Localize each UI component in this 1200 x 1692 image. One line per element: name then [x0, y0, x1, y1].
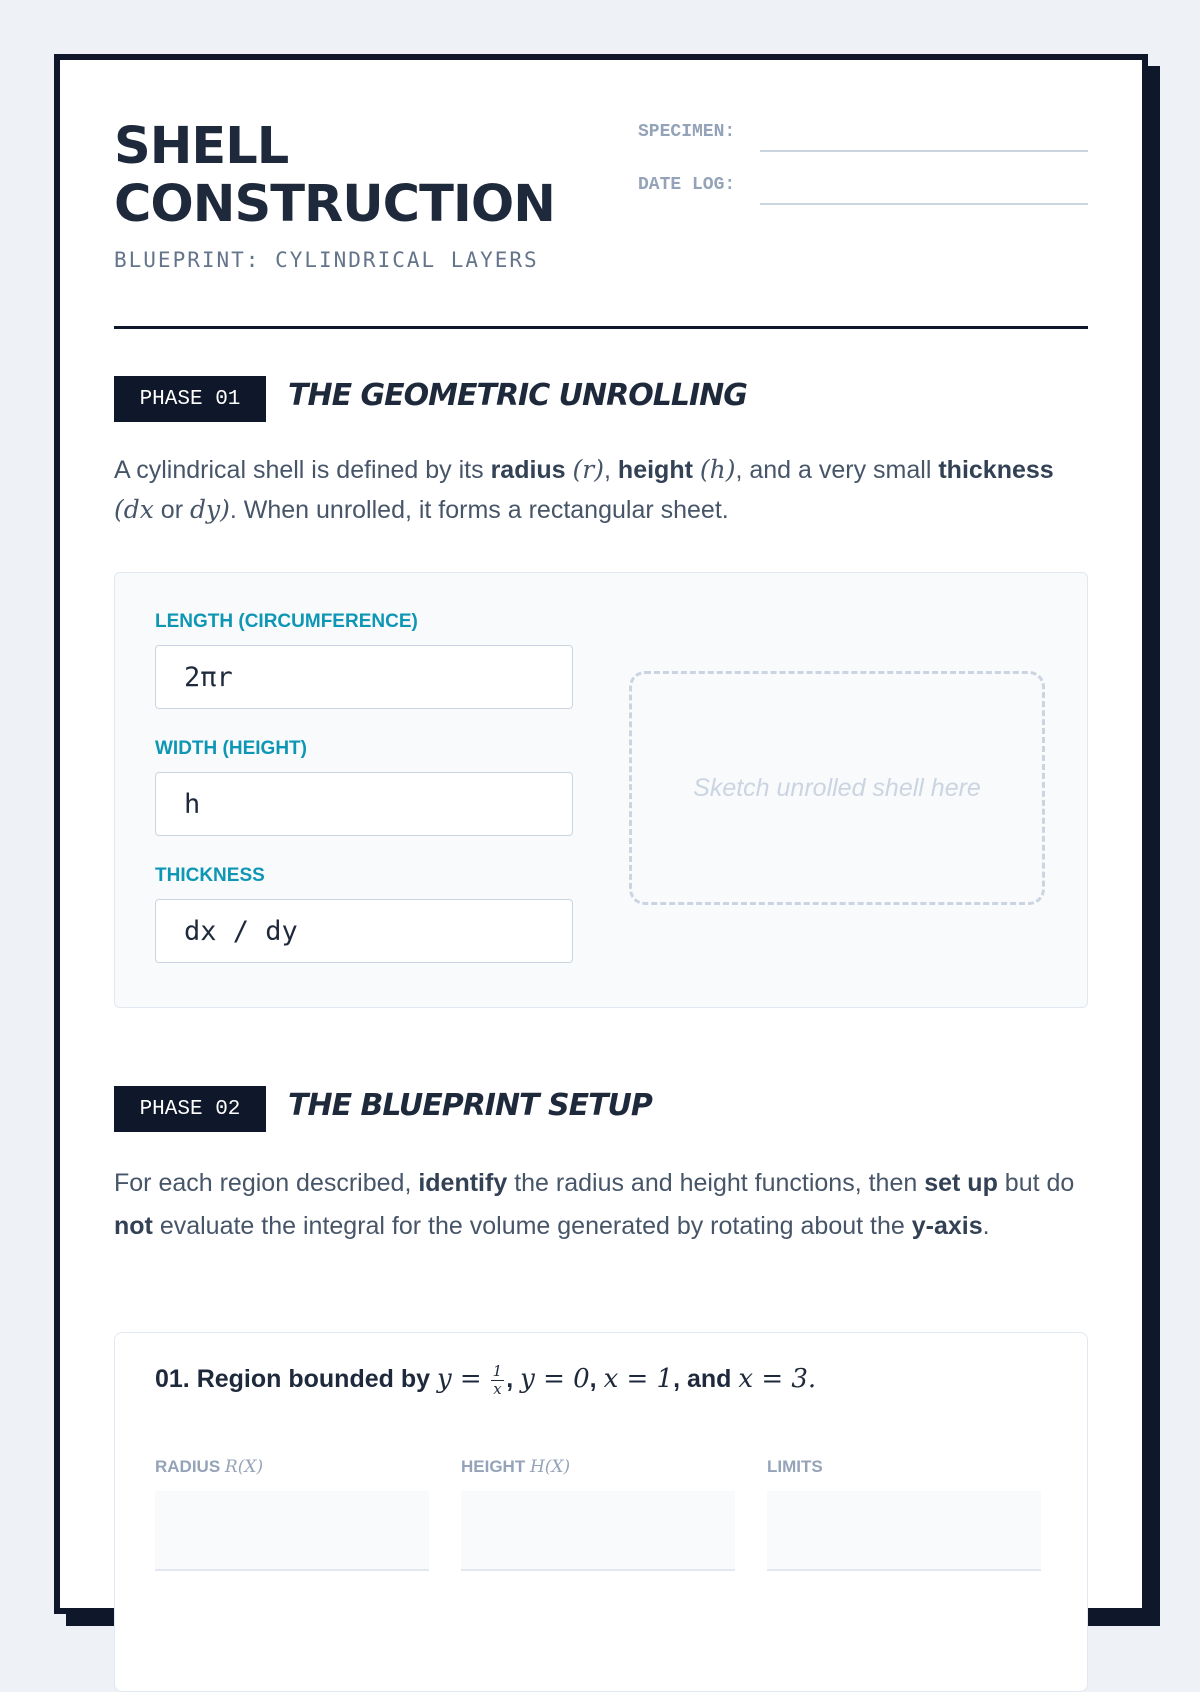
phase-2-badge: PHASE 02 — [114, 1086, 266, 1132]
width-label: WIDTH (HEIGHT) — [155, 738, 307, 759]
worksheet — [54, 54, 1148, 1614]
limits-answer-field[interactable] — [767, 1491, 1041, 1571]
intro-setup: set up — [924, 1169, 998, 1197]
height-function-symbol: H(X) — [529, 1457, 571, 1477]
problem-1-statement — [155, 1363, 816, 1398]
height-answer-field[interactable] — [461, 1491, 735, 1571]
intro-text: For each region described, — [114, 1169, 419, 1197]
intro-text: , — [604, 456, 618, 484]
problem-prefix: 01. Region bounded by — [155, 1365, 437, 1394]
limits-column-label — [767, 1457, 823, 1477]
thickness-label: THICKNESS — [155, 865, 265, 886]
equation-y: y = — [436, 1364, 482, 1395]
page-title — [114, 118, 555, 234]
separator: , — [589, 1365, 604, 1394]
date-log-row — [638, 171, 1088, 211]
intro-text: . When unrolled, it forms a rectangular sheet. — [229, 496, 729, 524]
sketch-area[interactable]: Sketch unrolled shell here — [629, 671, 1045, 905]
radius-function-symbol: R(X) — [224, 1457, 264, 1477]
phase-2-title: THE BLUEPRINT SETUP — [288, 1088, 652, 1123]
intro-text: the radius and height functions, then — [507, 1169, 925, 1197]
separator: , and — [673, 1365, 739, 1394]
length-field[interactable]: 2πr — [155, 645, 573, 709]
radius-symbol: (r) — [572, 455, 605, 484]
height-symbol: (h) — [699, 455, 736, 484]
title-line-1: SHELL — [114, 117, 289, 176]
intro-text: but do — [997, 1169, 1075, 1197]
intro-not: not — [114, 1212, 153, 1240]
limits-label: LIMITS — [767, 1457, 823, 1476]
separator: , — [506, 1365, 521, 1394]
intro-text: . — [982, 1212, 990, 1240]
radius-column-label — [155, 1457, 263, 1477]
equation-x-one: x = 1 — [603, 1364, 674, 1395]
radius-answer-field[interactable] — [155, 1491, 429, 1571]
intro-radius: radius — [490, 456, 566, 484]
title-line-2: CONSTRUCTION — [114, 175, 555, 234]
intro-identify: identify — [418, 1169, 508, 1197]
intro-text: evaluate the integral for the volume generated by rotating about the — [152, 1212, 912, 1240]
intro-text: A cylindrical shell is defined by its — [114, 456, 491, 484]
thickness-symbol-dy: dy) — [189, 495, 230, 524]
thickness-field[interactable]: dx / dy — [155, 899, 573, 963]
phase-1-title: THE GEOMETRIC UNROLLING — [288, 378, 747, 413]
width-field[interactable]: h — [155, 772, 573, 836]
equation-x-three: x = 3. — [738, 1364, 817, 1395]
page-subtitle: BLUEPRINT: CYLINDRICAL LAYERS — [114, 248, 539, 272]
worksheet-header — [114, 118, 1088, 329]
intro-axis: y-axis — [911, 1212, 983, 1240]
equation-y-zero: y = 0 — [520, 1364, 590, 1395]
phase-1-intro — [114, 450, 1088, 530]
intro-text: or — [153, 496, 190, 524]
height-column-label — [461, 1457, 570, 1477]
intro-text: , and a very small — [735, 456, 939, 484]
date-log-label: DATE LOG: — [638, 175, 736, 195]
fraction-one-over-x — [491, 1363, 505, 1398]
intro-height: height — [617, 456, 693, 484]
radius-label: RADIUS — [155, 1457, 221, 1476]
intro-thickness: thickness — [938, 456, 1054, 484]
unrolling-panel — [114, 572, 1088, 1008]
specimen-label: SPECIMEN: — [638, 122, 736, 142]
phase-2-heading — [114, 1086, 1088, 1136]
problem-card-1 — [114, 1332, 1088, 1692]
fraction-denominator: x — [493, 1380, 502, 1398]
date-log-field[interactable] — [760, 203, 1088, 205]
length-label: LENGTH (CIRCUMFERENCE) — [155, 611, 418, 632]
specimen-row — [638, 118, 1088, 158]
phase-1-heading — [114, 376, 1088, 426]
specimen-field[interactable] — [760, 150, 1088, 152]
height-label: HEIGHT — [461, 1457, 526, 1476]
thickness-symbol-dx: (dx — [114, 495, 154, 524]
phase-2-intro — [114, 1162, 1088, 1248]
fraction-numerator: 1 — [492, 1362, 503, 1380]
phase-1-badge: PHASE 01 — [114, 376, 266, 422]
